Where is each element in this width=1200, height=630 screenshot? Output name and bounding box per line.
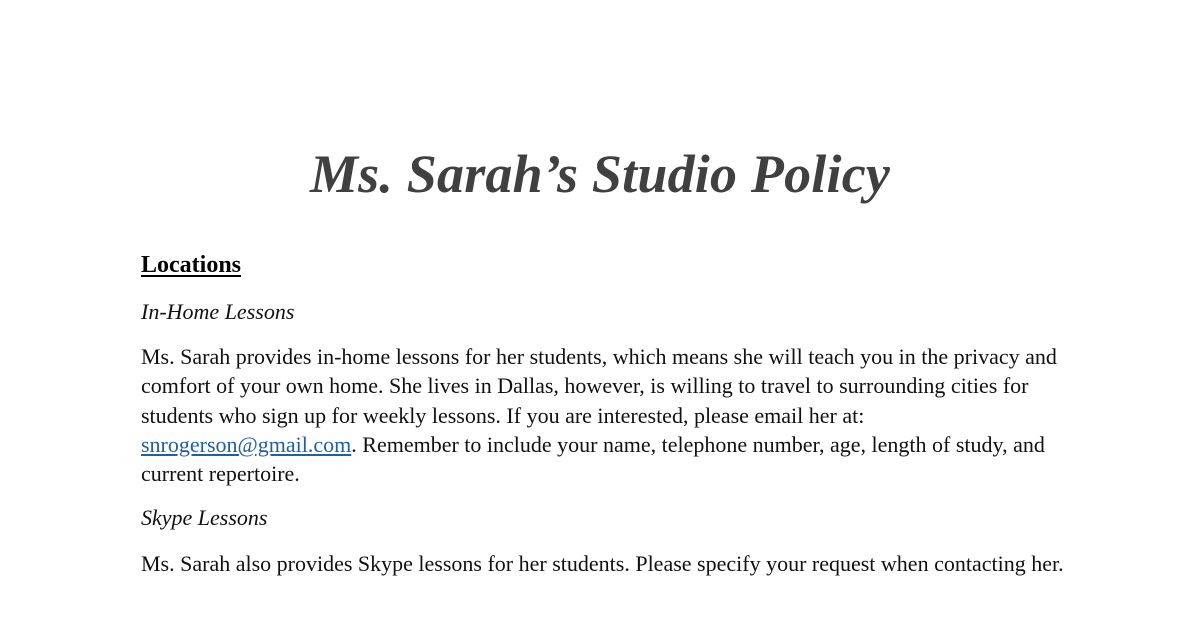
paragraph-skype-lessons: Ms. Sarah also provides Skype lessons for her students. Please specify your request when contacting her. — [141, 551, 1064, 576]
subheading-skype-lessons: Skype Lessons — [141, 505, 268, 530]
page-title: Ms. Sarah’s Studio Policy — [309, 144, 891, 204]
paragraph-text: . Remember to include your name, telephone number, age, length of study, and current repertoire. — [141, 431, 1045, 487]
paragraph-in-home-lessons — [141, 342, 1066, 488]
section-heading-locations: Locations — [141, 252, 242, 278]
paragraph-text: Ms. Sarah provides in-home lessons for her students, which means she will teach you in the privacy and comfort of your own home. She lives in Dallas, however, is willing to travel to surrounding cities for students who sign up for weekly lessons. If you are interested, please email her at: — [141, 344, 1057, 428]
email-link[interactable]: snrogerson@gmail.com — [141, 431, 352, 457]
subheading-in-home-lessons: In-Home Lessons — [141, 299, 295, 324]
